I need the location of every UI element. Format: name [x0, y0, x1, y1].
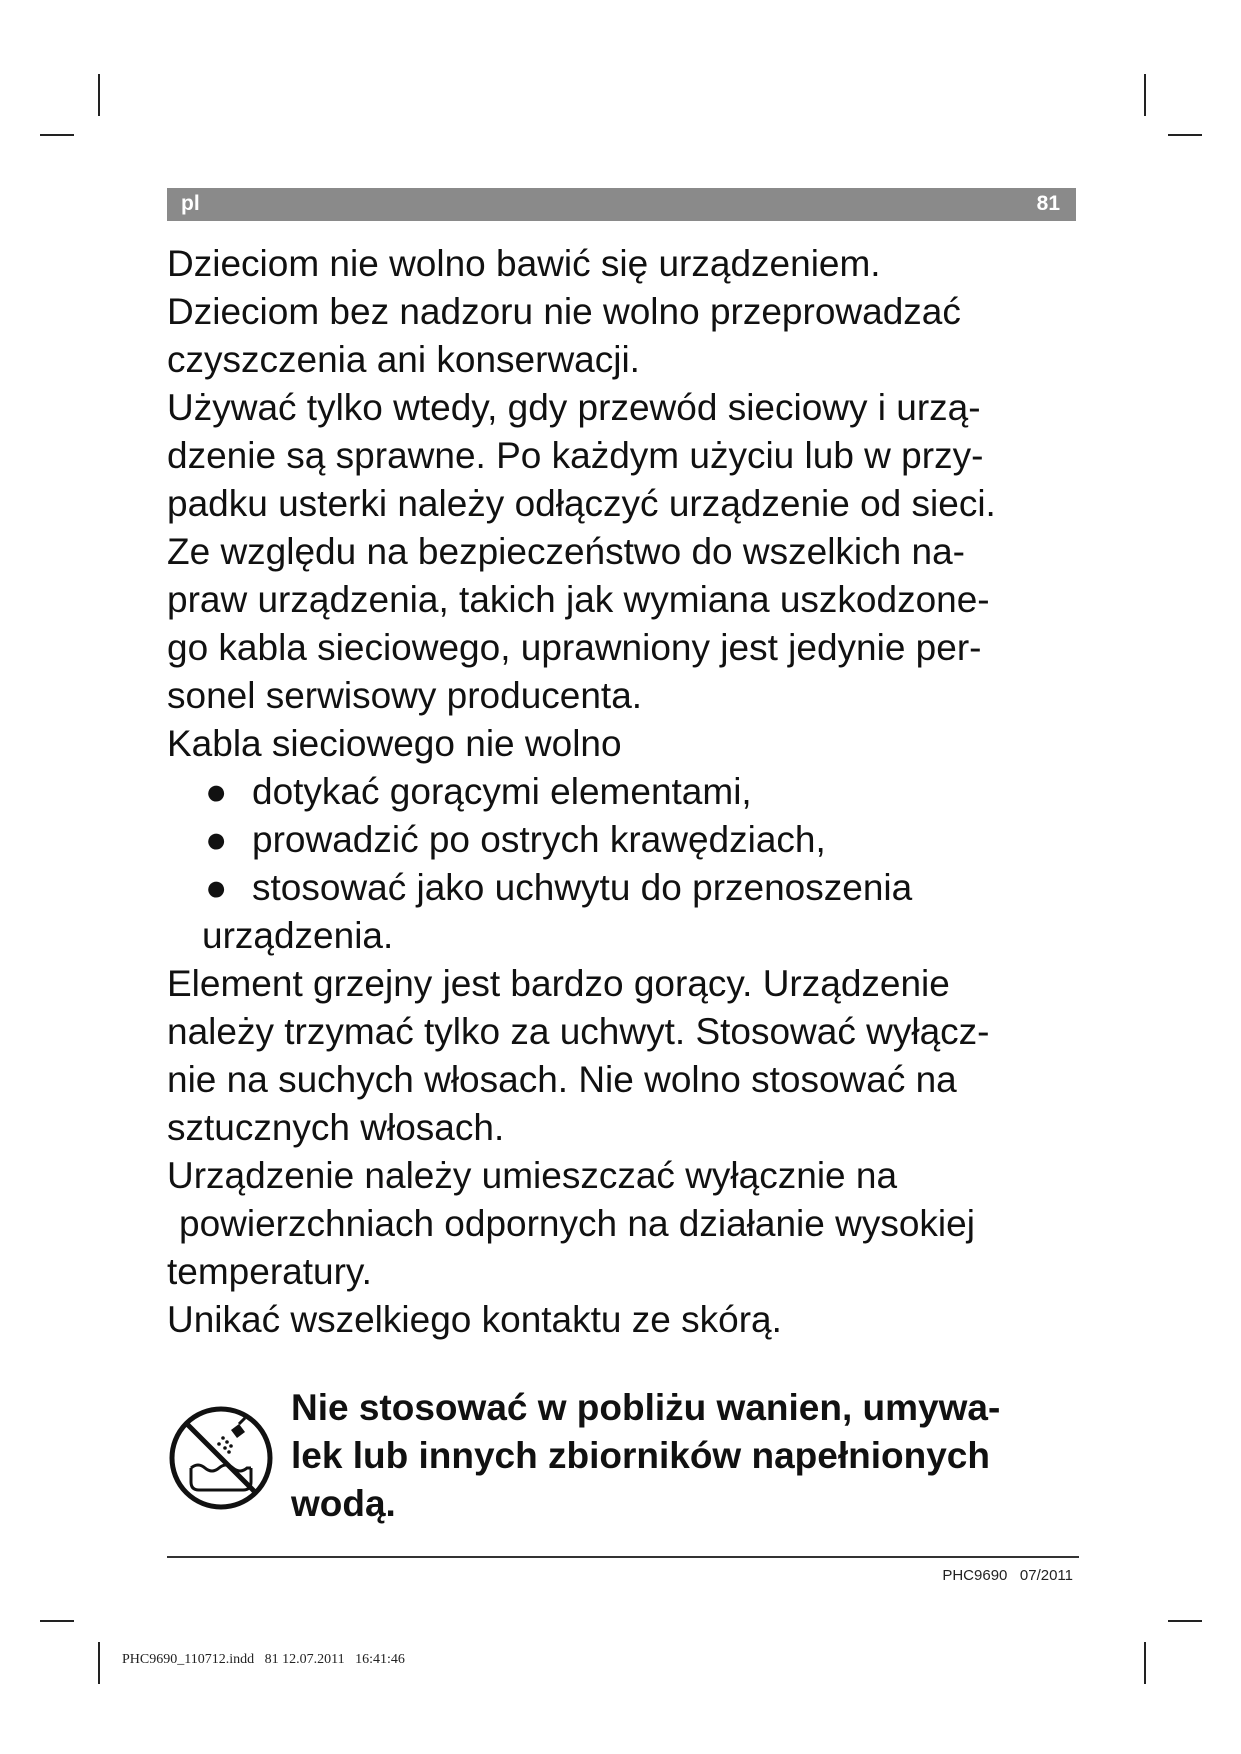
paragraph-surface — [167, 1152, 1079, 1296]
body-text — [167, 240, 1079, 1344]
paragraph-children-play — [167, 240, 1079, 288]
crop-mark-top-left-vertical — [98, 74, 100, 116]
list-item-continuation: urządzenia. — [202, 915, 394, 956]
text-line: czyszczenia ani konserwacji. — [167, 339, 640, 380]
crop-mark-bottom-left-horizontal — [40, 1620, 74, 1622]
bullet-icon: ● — [205, 867, 228, 908]
page-header-bar — [167, 188, 1076, 221]
crop-mark-bottom-right-vertical — [1144, 1642, 1146, 1684]
water-warning — [167, 1384, 1079, 1544]
crop-mark-bottom-right-horizontal — [1168, 1620, 1202, 1622]
text-line: Kabla sieciowego nie wolno — [167, 723, 622, 764]
list-item-text: stosować jako uchwytu do przenoszenia — [252, 867, 913, 908]
model-date: PHC9690 07/2011 — [942, 1567, 1073, 1584]
crop-mark-top-right-horizontal — [1168, 134, 1202, 136]
text-line: dzenie są sprawne. Po każdym użyciu lub w przy- — [167, 435, 984, 476]
text-line: wodą. — [291, 1483, 396, 1524]
text-line: Dzieciom bez nadzoru nie wolno przeprowadzać — [167, 291, 961, 332]
text-line: należy trzymać tylko za uchwyt. Stosować wyłącz- — [167, 1011, 990, 1052]
list-item — [167, 864, 1079, 912]
text-line: temperatury. — [167, 1251, 372, 1292]
paragraph-children-cleaning — [167, 288, 1079, 384]
cable-warning-list — [167, 768, 1079, 960]
print-slug: PHC9690_110712.indd 81 12.07.2011 16:41:46 — [122, 1652, 405, 1667]
text-line: nie na suchych włosach. Nie wolno stosować na — [167, 1059, 957, 1100]
paragraph-skin-contact — [167, 1296, 1079, 1344]
footer-divider — [167, 1556, 1079, 1558]
page-number: 81 — [1036, 192, 1060, 215]
paragraph-cable-intro — [167, 720, 1079, 768]
text-line: powierzchniach odpornych na działanie wysokiej — [179, 1203, 975, 1244]
crop-mark-top-left-horizontal — [40, 134, 74, 136]
text-line: Element grzejny jest bardzo gorący. Urządzenie — [167, 963, 950, 1004]
list-item — [167, 768, 1079, 816]
text-line: Dzieciom nie wolno bawić się urządzeniem. — [167, 243, 881, 284]
warning-text — [291, 1384, 1081, 1528]
paragraph-heating-element — [167, 960, 1079, 1152]
text-line: Używać tylko wtedy, gdy przewód sieciowy i urzą- — [167, 387, 981, 428]
crop-mark-bottom-left-vertical — [98, 1642, 100, 1684]
no-water-bath-icon — [167, 1404, 275, 1512]
bullet-icon: ● — [205, 819, 228, 860]
text-line: Urządzenie należy umieszczać wyłącznie na — [167, 1155, 898, 1196]
crop-mark-top-right-vertical — [1144, 74, 1146, 116]
paragraph-repairs — [167, 528, 1079, 720]
text-line: sonel serwisowy producenta. — [167, 675, 643, 716]
list-item-text: dotykać gorącymi elementami, — [252, 771, 752, 812]
language-code: pl — [181, 192, 200, 215]
text-line: Ze względu na bezpieczeństwo do wszelkich na- — [167, 531, 965, 572]
list-item — [167, 816, 1079, 864]
list-item-text: prowadzić po ostrych krawędziach, — [252, 819, 826, 860]
text-line: sztucznych włosach. — [167, 1107, 505, 1148]
text-line: praw urządzenia, takich jak wymiana uszkodzone- — [167, 579, 990, 620]
text-line: Nie stosować w pobliżu wanien, umywa- — [291, 1387, 1001, 1428]
text-line: padku usterki należy odłączyć urządzenie od sieci. — [167, 483, 996, 524]
paragraph-usage-condition — [167, 384, 1079, 528]
text-line: Unikać wszelkiego kontaktu ze skórą. — [167, 1299, 782, 1340]
text-line: go kabla sieciowego, uprawniony jest jedynie per- — [167, 627, 982, 668]
bullet-icon: ● — [205, 771, 228, 812]
text-line: lek lub innych zbiorników napełnionych — [291, 1435, 990, 1476]
